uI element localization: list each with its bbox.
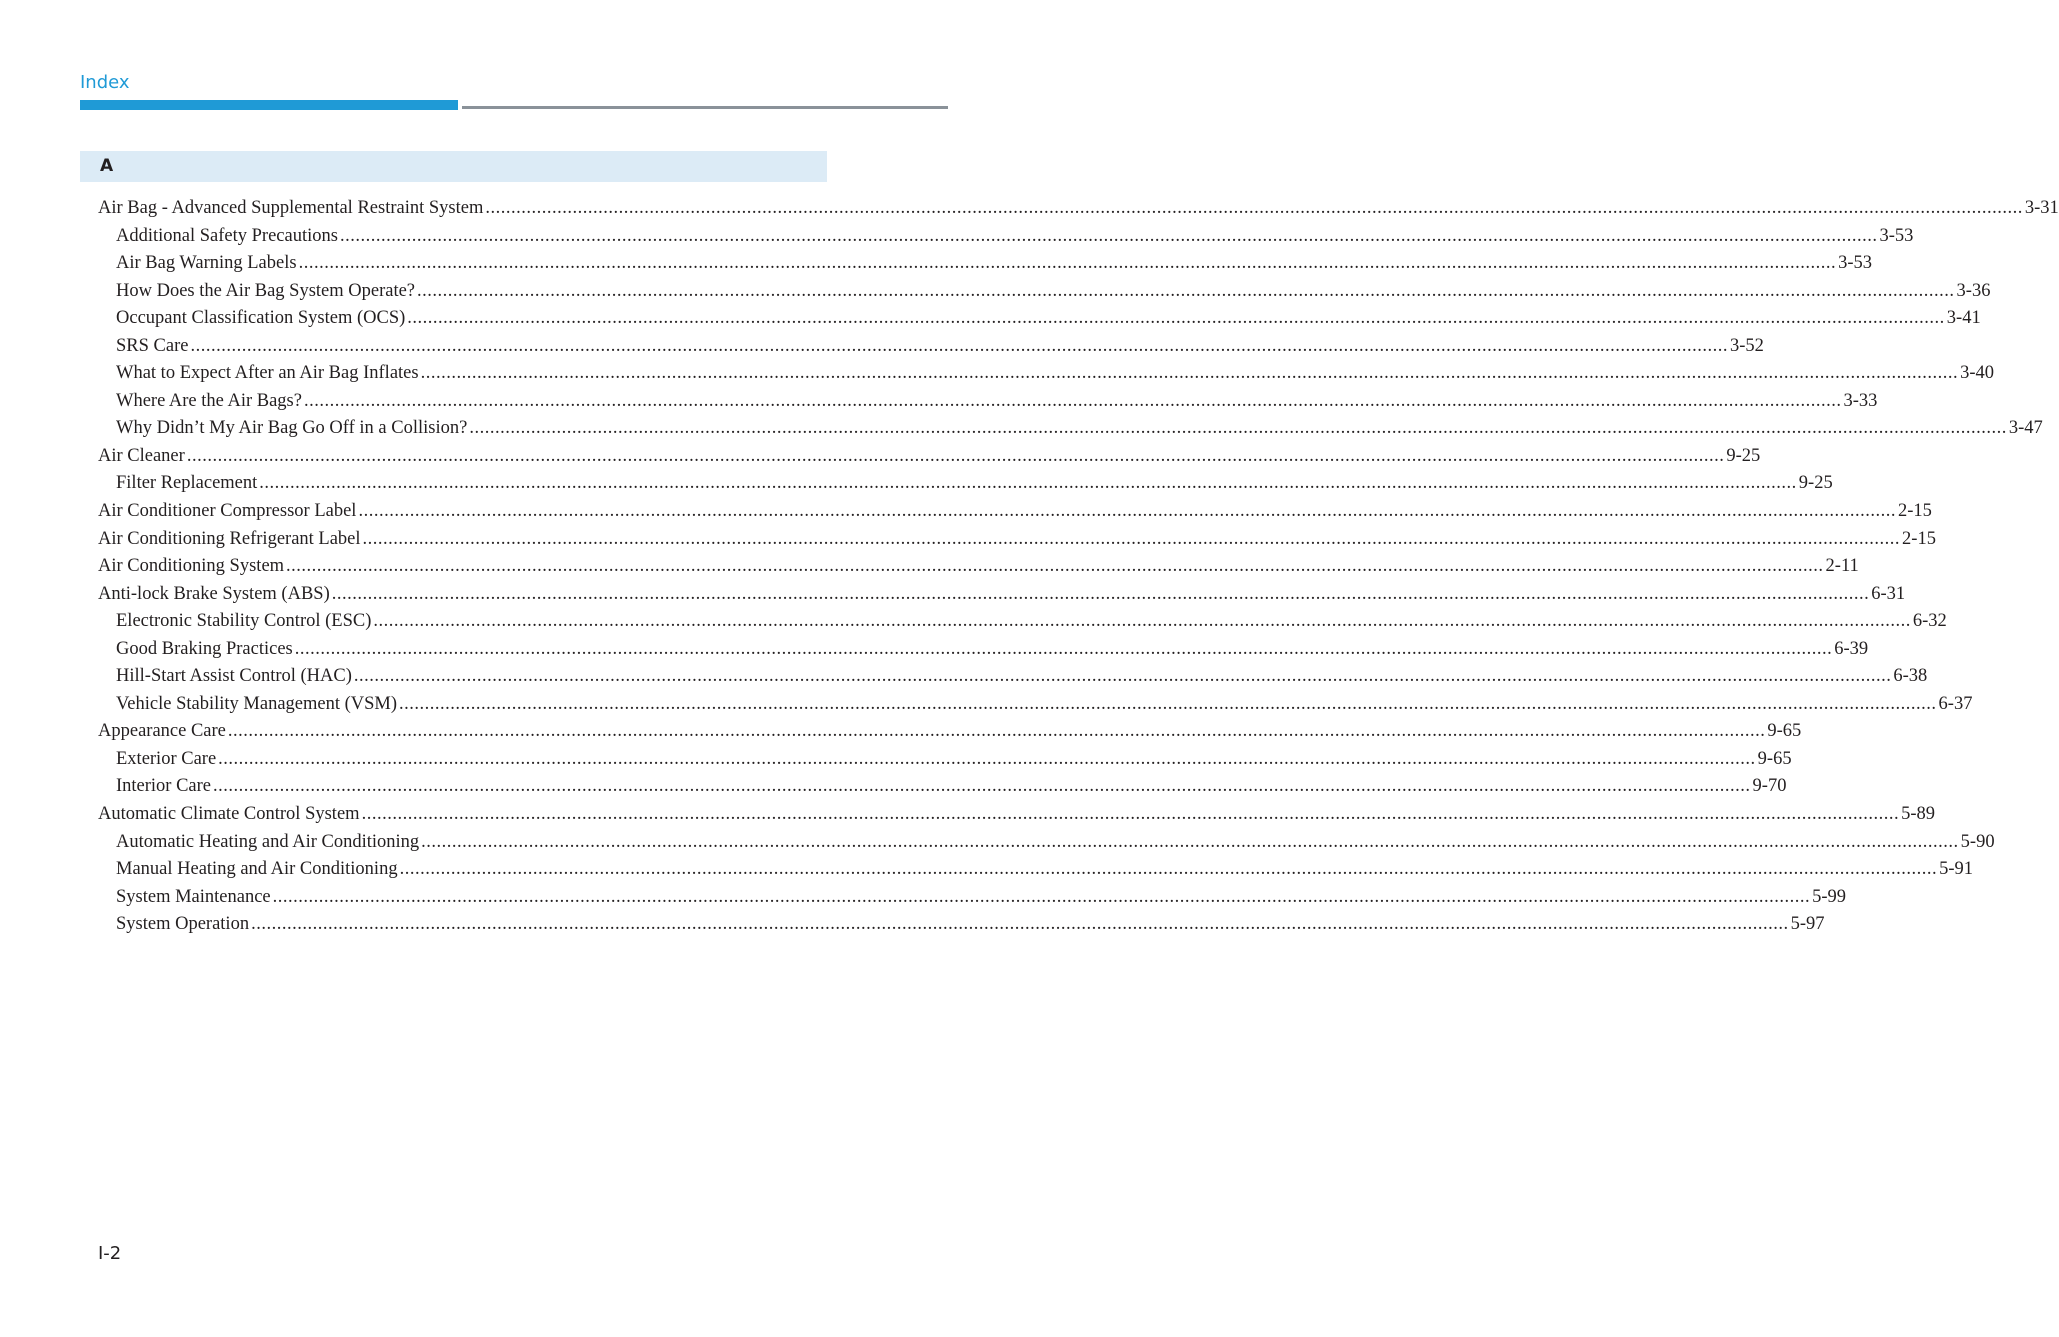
entry-page-ref: 2-15 bbox=[1902, 528, 1936, 549]
dot-leader: ............................................................................................................................................................................................................................................................................................................ bbox=[186, 445, 1725, 466]
dot-leader: ............................................................................................................................................................................................................................................................................................................ bbox=[399, 693, 1937, 714]
entry-term: Interior Care bbox=[116, 776, 212, 797]
entry-term: Automatic Heating and Air Conditioning bbox=[116, 831, 420, 852]
dot-leader: ............................................................................................................................................................................................................................................................................................................ bbox=[485, 198, 2023, 218]
entry-page-ref: 9-25 bbox=[1726, 445, 1761, 466]
index-entry bbox=[98, 498, 1932, 526]
entry-page-ref: 6-32 bbox=[1912, 611, 1947, 632]
entry-page-ref: 3-41 bbox=[1946, 308, 1981, 329]
index-subentry bbox=[98, 305, 1981, 333]
entry-term: Anti-lock Brake System (ABS) bbox=[98, 583, 330, 604]
entry-page-ref: 9-65 bbox=[1757, 748, 1792, 769]
index-entry bbox=[98, 801, 1935, 829]
index-subentry bbox=[98, 911, 1825, 939]
index-entry bbox=[98, 553, 1859, 581]
dot-leader: ............................................................................................................................................................................................................................................................................................................ bbox=[294, 638, 1833, 659]
entry-page-ref: 9-65 bbox=[1767, 721, 1802, 742]
dot-leader: ............................................................................................................................................................................................................................................................................................................ bbox=[227, 721, 1766, 742]
entry-term: What to Expect After an Air Bag Inflates bbox=[116, 363, 419, 384]
index-subentry bbox=[98, 663, 1928, 691]
entry-term: Air Bag - Advanced Supplemental Restraint System bbox=[98, 198, 484, 218]
dot-leader: ............................................................................................................................................................................................................................................................................................................ bbox=[407, 308, 1945, 329]
entry-page-ref: 3-52 bbox=[1729, 335, 1764, 356]
dot-leader: ............................................................................................................................................................................................................................................................................................................ bbox=[259, 473, 1797, 494]
entry-term: Air Conditioning System bbox=[98, 556, 285, 577]
entry-term: Air Bag Warning Labels bbox=[116, 253, 297, 274]
index-entry bbox=[98, 718, 1802, 746]
entry-page-ref: 6-37 bbox=[1938, 693, 1973, 714]
index-entry bbox=[98, 443, 1761, 471]
entry-page-ref: 5-89 bbox=[1901, 804, 1935, 825]
entry-term: Hill-Start Assist Control (HAC) bbox=[116, 666, 352, 687]
entry-term: System Operation bbox=[116, 914, 250, 935]
entry-term: SRS Care bbox=[116, 335, 189, 356]
dot-leader: ............................................................................................................................................................................................................................................................................................................ bbox=[420, 363, 1959, 384]
dot-leader: ............................................................................................................................................................................................................................................................................................................ bbox=[331, 583, 1870, 604]
index-subentry bbox=[98, 773, 1787, 801]
index-entry bbox=[98, 581, 1906, 609]
entry-term: Automatic Climate Control System bbox=[98, 804, 360, 825]
entry-term: Air Conditioning Refrigerant Label bbox=[98, 528, 361, 549]
entry-term: Additional Safety Precautions bbox=[116, 225, 338, 246]
entry-term: Occupant Classification System (OCS) bbox=[116, 308, 406, 329]
index-subentry bbox=[98, 360, 1994, 388]
index-subentry bbox=[98, 415, 2043, 443]
dot-leader: ............................................................................................................................................................................................................................................................................................................ bbox=[373, 611, 1911, 632]
header-rule-accent bbox=[80, 100, 458, 110]
header-title: Index bbox=[80, 72, 130, 93]
entry-page-ref: 2-11 bbox=[1825, 556, 1859, 577]
index-entry bbox=[98, 526, 1936, 554]
dot-leader: ............................................................................................................................................................................................................................................................................................................ bbox=[303, 390, 1842, 411]
dot-leader: ............................................................................................................................................................................................................................................................................................................ bbox=[399, 859, 1938, 880]
entry-term: Air Conditioner Compressor Label bbox=[98, 501, 357, 522]
dot-leader: ............................................................................................................................................................................................................................................................................................................ bbox=[286, 556, 1824, 577]
dot-leader: ............................................................................................................................................................................................................................................................................................................ bbox=[469, 418, 2007, 439]
entry-page-ref: 3-53 bbox=[1838, 253, 1872, 274]
dot-leader: ............................................................................................................................................................................................................................................................................................................ bbox=[361, 804, 1900, 825]
entry-page-ref: 2-15 bbox=[1897, 501, 1932, 522]
index-subentry bbox=[98, 856, 1973, 884]
entry-page-ref: 3-31 bbox=[2024, 198, 2059, 218]
entry-page-ref: 3-47 bbox=[2008, 418, 2043, 439]
dot-leader: ............................................................................................................................................................................................................................................................................................................ bbox=[272, 886, 1811, 907]
entry-page-ref: 5-99 bbox=[1812, 886, 1847, 907]
entry-page-ref: 6-31 bbox=[1871, 583, 1906, 604]
dot-leader: ............................................................................................................................................................................................................................................................................................................ bbox=[251, 914, 1789, 935]
entry-term: Exterior Care bbox=[116, 748, 217, 769]
entry-page-ref: 3-53 bbox=[1879, 225, 1914, 246]
index-subentry bbox=[98, 636, 1869, 664]
entry-term: How Does the Air Bag System Operate? bbox=[116, 280, 416, 301]
entry-term: Where Are the Air Bags? bbox=[116, 390, 302, 411]
entry-page-ref: 3-36 bbox=[1956, 280, 1991, 301]
entry-term: Manual Heating and Air Conditioning bbox=[116, 859, 398, 880]
index-subentry bbox=[98, 388, 1878, 416]
dot-leader: ............................................................................................................................................................................................................................................................................................................ bbox=[358, 501, 1896, 522]
entry-term: Good Braking Practices bbox=[116, 638, 293, 659]
index-subentry bbox=[98, 884, 1847, 912]
dot-leader: ............................................................................................................................................................................................................................................................................................................ bbox=[353, 666, 1892, 687]
index-entry bbox=[98, 195, 2059, 223]
section-letter: A bbox=[100, 156, 114, 176]
entry-term: Electronic Stability Control (ESC) bbox=[116, 611, 372, 632]
index-subentry bbox=[98, 746, 1792, 774]
index-subentry bbox=[98, 691, 1973, 719]
entry-page-ref: 5-90 bbox=[1960, 831, 1995, 852]
index-list bbox=[98, 195, 2059, 939]
entry-term: Appearance Care bbox=[98, 721, 226, 742]
entry-page-ref: 3-33 bbox=[1843, 390, 1878, 411]
entry-term: Air Cleaner bbox=[98, 445, 185, 466]
dot-leader: ............................................................................................................................................................................................................................................................................................................ bbox=[190, 335, 1728, 356]
dot-leader: ............................................................................................................................................................................................................................................................................................................ bbox=[417, 280, 1955, 301]
index-subentry bbox=[98, 250, 1872, 278]
index-subentry bbox=[98, 829, 1995, 857]
entry-page-ref: 6-38 bbox=[1893, 666, 1928, 687]
entry-page-ref: 9-25 bbox=[1798, 473, 1833, 494]
entry-page-ref: 5-91 bbox=[1939, 859, 1973, 880]
entry-term: Filter Replacement bbox=[116, 473, 258, 494]
entry-term: System Maintenance bbox=[116, 886, 271, 907]
dot-leader: ............................................................................................................................................................................................................................................................................................................ bbox=[362, 528, 1901, 549]
entry-term: Vehicle Stability Management (VSM) bbox=[116, 693, 398, 714]
index-subentry bbox=[98, 470, 1833, 498]
dot-leader: ............................................................................................................................................................................................................................................................................................................ bbox=[218, 748, 1756, 769]
entry-term: Why Didn’t My Air Bag Go Off in a Collision? bbox=[116, 418, 468, 439]
index-subentry bbox=[98, 223, 1914, 251]
entry-page-ref: 3-40 bbox=[1960, 363, 1994, 384]
entry-page-ref: 5-97 bbox=[1790, 914, 1825, 935]
section-header bbox=[80, 151, 827, 182]
dot-leader: ............................................................................................................................................................................................................................................................................................................ bbox=[421, 831, 1959, 852]
dot-leader: ............................................................................................................................................................................................................................................................................................................ bbox=[339, 225, 1878, 246]
dot-leader: ............................................................................................................................................................................................................................................................................................................ bbox=[213, 776, 1751, 797]
entry-page-ref: 6-39 bbox=[1834, 638, 1869, 659]
index-subentry bbox=[98, 333, 1764, 361]
entry-page-ref: 9-70 bbox=[1752, 776, 1787, 797]
index-subentry bbox=[98, 278, 1991, 306]
header-rule bbox=[462, 106, 948, 109]
page-number: I-2 bbox=[98, 1243, 122, 1264]
index-subentry bbox=[98, 608, 1947, 636]
dot-leader: ............................................................................................................................................................................................................................................................................................................ bbox=[298, 253, 1837, 274]
